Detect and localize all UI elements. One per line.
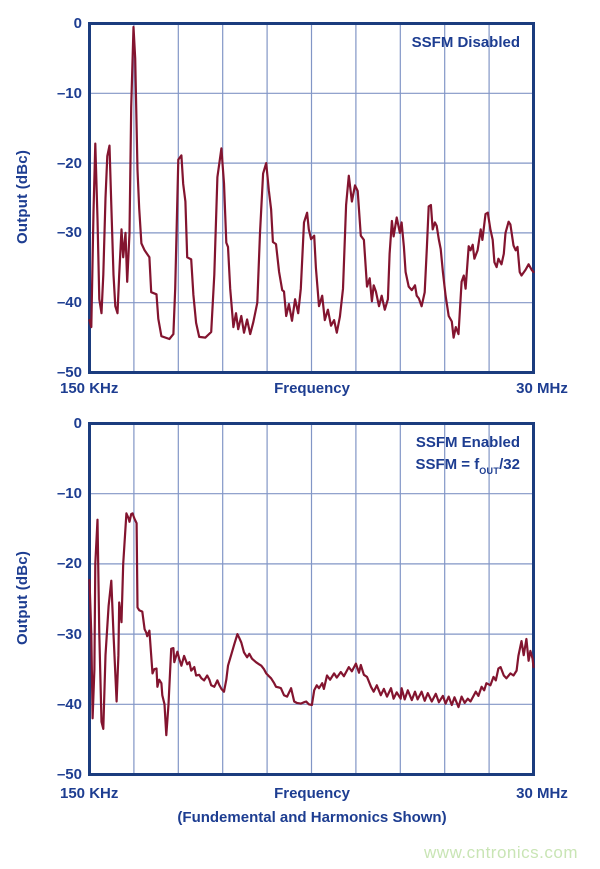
y-tick-label: –30 bbox=[56, 224, 82, 241]
y-tick-label: 0 bbox=[73, 415, 82, 432]
x-axis-start-label: 150 KHz bbox=[60, 785, 119, 802]
annotation-ssfm-disabled bbox=[412, 32, 520, 54]
y-tick-label: –50 bbox=[56, 766, 82, 783]
y-tick-label: –40 bbox=[56, 294, 82, 311]
chart-ssfm-disabled bbox=[0, 0, 600, 400]
formula-pre: SSFM = f bbox=[415, 456, 480, 473]
y-tick-label: –40 bbox=[56, 696, 82, 713]
x-axis-start-label: 150 KHz bbox=[60, 380, 119, 397]
annotation-ssfm-enabled bbox=[415, 432, 520, 477]
x-axis-end-label: 30 MHz bbox=[516, 380, 568, 397]
y-tick-label: –10 bbox=[56, 485, 82, 502]
y-axis-title: Output (dBc) bbox=[14, 149, 31, 244]
plot-area bbox=[88, 22, 535, 374]
x-axis-end-label: 30 MHz bbox=[516, 785, 568, 802]
y-tick-label: 0 bbox=[73, 15, 82, 32]
y-tick-label: –20 bbox=[56, 155, 82, 172]
y-tick-label: –50 bbox=[56, 364, 82, 381]
formula-post: /32 bbox=[499, 456, 520, 473]
annotation-line: SSFM Enabled bbox=[415, 434, 520, 451]
y-tick-label: –10 bbox=[56, 85, 82, 102]
chart-ssfm-enabled bbox=[0, 400, 600, 869]
annotation-formula bbox=[415, 454, 520, 477]
watermark: www.cntronics.com bbox=[424, 843, 578, 862]
x-axis-title: Frequency bbox=[274, 380, 350, 397]
formula-subscript: OUT bbox=[479, 466, 500, 476]
y-axis-title: Output (dBc) bbox=[14, 550, 31, 645]
annotation-line: SSFM Disabled bbox=[411, 34, 520, 51]
x-axis-title: Frequency bbox=[274, 785, 350, 802]
y-tick-label: –20 bbox=[56, 555, 82, 572]
y-tick-label: –30 bbox=[56, 626, 82, 643]
x-axis-sub-label: (Fundemental and Harmonics Shown) bbox=[177, 809, 447, 826]
